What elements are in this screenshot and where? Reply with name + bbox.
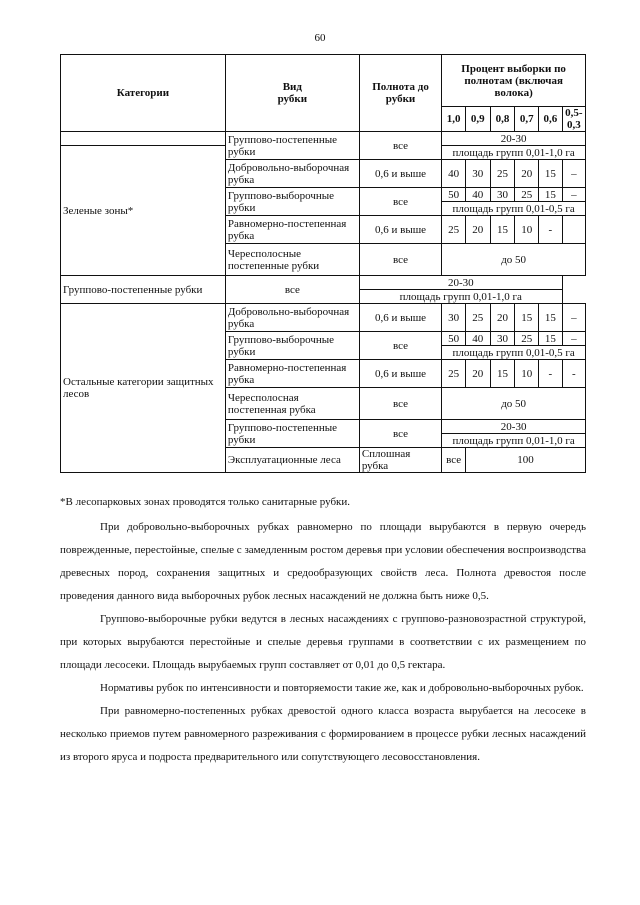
percent-value: 100	[465, 448, 585, 473]
group-area-note: площадь групп 0,01-0,5 га	[442, 202, 586, 216]
percent-value	[562, 216, 585, 244]
cut-type-cell: Добровольно-выборочная рубка	[225, 304, 359, 332]
percent-value: 20	[465, 216, 490, 244]
category-cell: Зеленые зоны*	[61, 146, 226, 276]
percent-value: –	[562, 332, 585, 346]
cut-type-cell: Равномерно-постепенная рубка	[225, 360, 359, 388]
cut-type-cell: Чересполосная постепенная рубка	[225, 388, 359, 420]
footnote: *В лесопарковых зонах проводятся только санитарные рубки.	[60, 496, 351, 508]
percent-value: 50	[442, 188, 466, 202]
cutting-norms-table	[60, 54, 586, 473]
group-area-note: площадь групп 0,01-1,0 га	[359, 290, 562, 304]
cut-type-cell: Группово-выборочные рубки	[225, 332, 359, 360]
cut-type-cell: Группово-постепенные рубки	[61, 276, 226, 304]
density-cell: все	[442, 448, 466, 473]
percent-value: 25	[442, 216, 466, 244]
cut-type-cell: Чересполосные постепенные рубки	[225, 244, 359, 276]
percent-value: 30	[490, 332, 515, 346]
percent-value: 20	[490, 304, 515, 332]
percent-value: 40	[442, 160, 466, 188]
percent-value: -	[539, 216, 563, 244]
header-density-value: 0,9	[465, 107, 490, 132]
percent-value: 30	[465, 160, 490, 188]
density-cell: все	[359, 132, 441, 160]
percent-value: -	[539, 360, 563, 388]
density-cell: все	[359, 332, 441, 360]
percent-value: 10	[515, 360, 539, 388]
percent-value: 15	[539, 188, 563, 202]
density-cell: все	[359, 188, 441, 216]
percent-value: 30	[490, 188, 515, 202]
percent-value: 25	[515, 188, 539, 202]
density-cell: все	[225, 276, 359, 304]
cut-type-cell: Добровольно-выборочная рубка	[225, 160, 359, 188]
percent-value: до 50	[442, 244, 586, 276]
cut-type-cell: Сплошная рубка	[359, 448, 441, 473]
header-density-value: 0,5-0,3	[562, 107, 585, 132]
header-density: Полнота до рубки	[359, 55, 441, 132]
percent-value: 15	[515, 304, 539, 332]
paragraph: При равномерно-постепенных рубках древостой одного класса возраста вырубается на лесосеке в несколько приемов путем равномерного разреживания с формированием в процессе рубки лесных насаждений из второго яруса и подроста предварительного или сопутствующего лесовосстановления.	[60, 705, 586, 763]
header-density-value: 1,0	[442, 107, 466, 132]
category-cell: Остальные категории защитных лесов	[61, 304, 226, 473]
percent-value: 30	[442, 304, 466, 332]
density-cell: 0,6 и выше	[359, 216, 441, 244]
percent-value: 15	[539, 160, 563, 188]
percent-value: 20	[465, 360, 490, 388]
header-category: Категории	[61, 55, 226, 132]
cut-type-cell: Группово-постепенные рубки	[225, 420, 359, 448]
percent-value: 20-30	[442, 420, 586, 434]
cut-type-cell: Группово-выборочные рубки	[225, 188, 359, 216]
percent-value: –	[562, 304, 585, 332]
density-cell: 0,6 и выше	[359, 160, 441, 188]
percent-value: 15	[490, 216, 515, 244]
group-area-note: площадь групп 0,01-1,0 га	[442, 146, 586, 160]
category-cell	[61, 132, 226, 146]
percent-value: 40	[465, 332, 490, 346]
percent-value: 10	[515, 216, 539, 244]
density-cell: 0,6 и выше	[359, 360, 441, 388]
paragraph: При добровольно-выборочных рубках равномерно по площади вырубаются в первую очередь поврежденные, перестойные, спелые с замедленным ростом деревья при условии обеспечения воспроизводства древесных пород, сохранения защитных и средообразующих свойств леса. Полнота древостоя после проведения данного вида выборочных рубок лесных насаждений не должна быть ниже 0,5.	[60, 521, 586, 602]
percent-value: –	[562, 160, 585, 188]
percent-value: 20-30	[442, 132, 586, 146]
cut-type-cell: Группово-постепенные рубки	[225, 132, 359, 160]
category-cell: Эксплуатационные леса	[225, 448, 359, 473]
percent-value: 20	[515, 160, 539, 188]
density-cell: все	[359, 388, 441, 420]
paragraph: Группово-выборочные рубки ведутся в лесных насаждениях с группово-разновозрастной структурой, при которых вырубаются перестойные и спелые деревья группами в соответствии с их размещением по площади лесосеки. Площадь вырубаемых групп составляет от 0,01 до 0,5 гектара.	[60, 613, 586, 671]
percent-value: 40	[465, 188, 490, 202]
percent-value: до 50	[442, 388, 586, 420]
percent-value: 20-30	[359, 276, 562, 290]
percent-value: 15	[539, 332, 563, 346]
percent-value: 25	[515, 332, 539, 346]
percent-value: 25	[442, 360, 466, 388]
density-cell: все	[359, 420, 441, 448]
percent-value: 25	[465, 304, 490, 332]
density-cell: все	[359, 244, 441, 276]
percent-value: 50	[442, 332, 466, 346]
percent-value: -	[562, 360, 585, 388]
group-area-note: площадь групп 0,01-0,5 га	[442, 346, 586, 360]
header-density-value: 0,6	[539, 107, 563, 132]
density-cell: 0,6 и выше	[359, 304, 441, 332]
header-density-value: 0,8	[490, 107, 515, 132]
header-percent: Процент выборки по полнотам (включая волока)	[442, 55, 586, 107]
header-density-value: 0,7	[515, 107, 539, 132]
group-area-note: площадь групп 0,01-1,0 га	[442, 434, 586, 448]
percent-value: –	[562, 188, 585, 202]
paragraph: Нормативы рубок по интенсивности и повторяемости такие же, как и добровольно-выборочных рубок.	[100, 682, 584, 694]
cut-type-cell: Равномерно-постепенная рубка	[225, 216, 359, 244]
percent-value: 25	[490, 160, 515, 188]
header-cut-type: Вид рубки	[225, 55, 359, 132]
percent-value: 15	[490, 360, 515, 388]
body-text	[60, 516, 586, 769]
percent-value: 15	[539, 304, 563, 332]
page-number: 60	[314, 32, 326, 44]
